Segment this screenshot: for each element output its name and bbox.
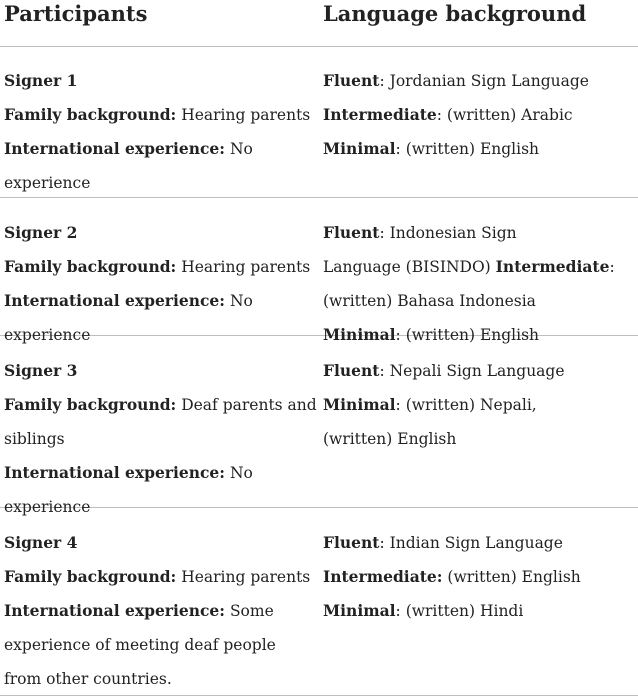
cell-text: : (written) Arabic — [436, 106, 573, 124]
cell-line — [4, 526, 304, 560]
table-row — [0, 336, 638, 516]
cell-text: : (written) Nepali, — [395, 396, 537, 414]
cell-text: Hearing parents — [176, 106, 311, 124]
bold-label: Family background: — [4, 257, 177, 276]
bold-label: Intermediate — [495, 257, 610, 276]
bold-label: Signer 4 — [4, 533, 78, 552]
cell-text: Deaf parents and — [176, 396, 317, 414]
bold-label: International experience: — [4, 601, 226, 620]
bold-label: International experience: — [4, 291, 226, 310]
cell-line — [4, 166, 304, 200]
cell-line — [4, 132, 304, 166]
bold-label: International experience: — [4, 139, 226, 158]
cell-text: (written) Bahasa Indonesia — [323, 292, 536, 310]
bold-label: Signer 3 — [4, 361, 78, 380]
cell-line — [323, 388, 623, 422]
cell-line — [4, 354, 304, 388]
participant-cell — [4, 354, 317, 524]
cell-line — [4, 560, 311, 594]
cell-text: : Indian Sign Language — [379, 534, 563, 552]
cell-text: Some — [225, 602, 274, 620]
cell-text: : (written) Hindi — [395, 602, 524, 620]
bold-label: Signer 1 — [4, 71, 78, 90]
cell-text: No — [225, 140, 253, 158]
cell-text: (written) English — [323, 430, 457, 448]
cell-line — [323, 98, 623, 132]
cell-line — [323, 594, 623, 628]
cell-line — [323, 284, 623, 318]
cell-text: siblings — [4, 430, 65, 448]
cell-line — [4, 250, 311, 284]
cell-text: : Nepali Sign Language — [379, 362, 565, 380]
cell-line — [323, 250, 623, 284]
cell-line — [4, 422, 304, 456]
cell-line — [323, 354, 623, 388]
cell-text: experience of meeting deaf people — [4, 636, 276, 654]
cell-text: No — [225, 464, 253, 482]
cell-line — [323, 526, 623, 560]
bold-label: Minimal — [323, 139, 396, 158]
cell-line — [4, 388, 317, 422]
language-cell — [323, 526, 623, 628]
participant-cell — [4, 64, 311, 200]
bold-label: Fluent — [323, 223, 380, 242]
language-cell — [323, 354, 623, 456]
cell-text: Hearing parents — [176, 568, 311, 586]
column-header-participants: Participants — [4, 1, 148, 26]
language-cell — [323, 216, 623, 352]
cell-line — [4, 284, 304, 318]
cell-text: No — [225, 292, 253, 310]
cell-text: : (written) English — [395, 326, 540, 344]
table-row — [0, 198, 638, 344]
cell-line — [4, 456, 304, 490]
bold-label: Family background: — [4, 395, 177, 414]
bold-label: Fluent — [323, 533, 380, 552]
cell-text: experience — [4, 498, 91, 516]
cell-text: Hearing parents — [176, 258, 311, 276]
cell-text: : (written) English — [395, 140, 540, 158]
cell-text: (written) English — [442, 568, 581, 586]
bold-label: Intermediate — [323, 105, 437, 124]
cell-text: experience — [4, 326, 91, 344]
cell-text: Language (BISINDO) — [323, 258, 496, 276]
cell-line — [4, 594, 304, 628]
table-row — [0, 46, 638, 198]
participant-cell — [4, 216, 311, 352]
cell-line — [323, 216, 623, 250]
cell-line — [4, 628, 304, 662]
cell-line — [323, 422, 623, 456]
bold-label: Signer 2 — [4, 223, 78, 242]
bold-label: Minimal — [323, 395, 396, 414]
cell-line — [4, 64, 304, 98]
cell-line — [4, 98, 311, 132]
cell-text: : Jordanian Sign Language — [379, 72, 589, 90]
cell-text: experience — [4, 174, 91, 192]
cell-text: from other countries. — [4, 670, 172, 688]
bold-label: Family background: — [4, 105, 177, 124]
bold-label: Minimal — [323, 601, 396, 620]
column-header-language-background: Language background — [323, 1, 587, 26]
bold-label: International experience: — [4, 463, 226, 482]
bold-label: Intermediate: — [323, 567, 443, 586]
bold-label: Fluent — [323, 361, 380, 380]
cell-text: : Indonesian Sign — [379, 224, 517, 242]
cell-line — [323, 64, 623, 98]
table-header — [0, 0, 638, 47]
bold-label: Family background: — [4, 567, 177, 586]
table-row — [0, 508, 638, 696]
cell-text: : — [609, 258, 615, 276]
participant-cell — [4, 526, 311, 696]
cell-line — [323, 560, 623, 594]
cell-line — [4, 662, 304, 696]
bold-label: Fluent — [323, 71, 380, 90]
bold-label: Minimal — [323, 325, 396, 344]
cell-line — [323, 132, 623, 166]
language-cell — [323, 64, 623, 166]
cell-line — [4, 216, 304, 250]
